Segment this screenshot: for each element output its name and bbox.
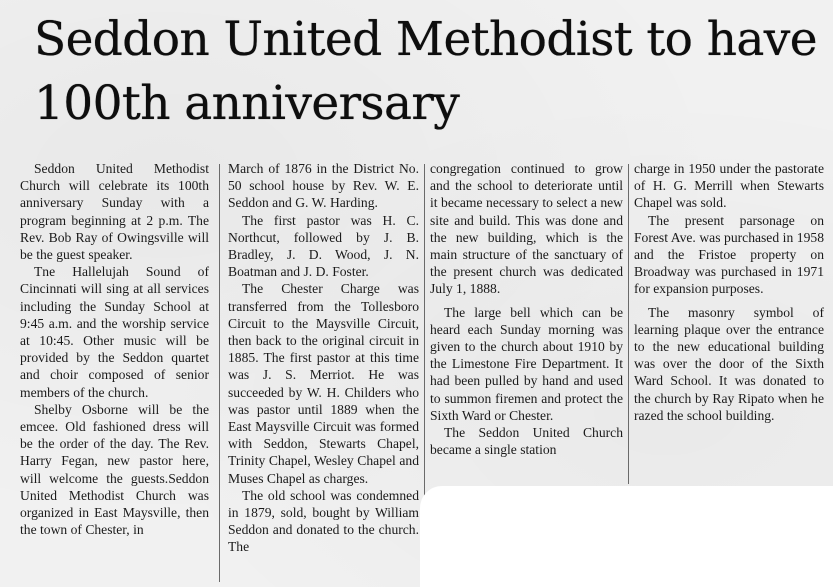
article-column-4: [634, 160, 824, 424]
paragraph: Seddon United Methodist Church will celebrate its 100th anniversary Sunday with a program beginning at 2 p.m. The Rev. Bob Ray of Owingsville will be the guest speaker.: [20, 161, 209, 263]
paragraph: The Chester Charge was transferred from the Tollesboro Circuit to the Maysville Circuit, then back to the original circuit in 1885. The first pastor at this time was J. S. Merriot. He was succeeded by W. H. Childers who was pastor until 1889 when the East Maysville Circuit was formed with Seddon, Stewarts Chapel, Trinity Chapel, Wesley Chapel and Muses Chapel as charges.: [228, 281, 419, 486]
paragraph: The present parsonage on Forest Ave. was purchased in 1958 and the Fristoe property on Broadway was purchased in 1971 for expansion purposes.: [634, 212, 824, 297]
headline: Seddon United Methodist to have 100th anniversary: [34, 12, 817, 131]
paragraph: Shelby Osborne will be the emcee. Old fashioned dress will be the order of the day. The Rev. Harry Fegan, new pastor here, will welcome the guests.Seddon United Methodist Church was organized in East Maysville, then the town of Chester, in: [20, 401, 209, 538]
column-divider: [628, 164, 629, 484]
paragraph: The Seddon United Church became a single station: [430, 425, 623, 458]
paragraph: The masonry symbol of learning plaque over the entrance to the new educational building was over the door of the Sixth Ward School. It was donated to the church by Ray Ripato when he razed the school building.: [634, 304, 824, 423]
torn-blank-area: [420, 486, 833, 587]
article-column-3: [430, 160, 623, 458]
paragraph: The old school was condemned in 1879, sold, bought by William Seddon and donated to the church. The: [228, 487, 419, 555]
article-column-1: [20, 160, 209, 538]
paragraph: charge in 1950 under the pastorate of H. G. Merrill when Stewarts Chapel was sold.: [634, 161, 824, 211]
paragraph: The first pastor was H. C. Northcut, followed by J. B. Bradley, J. D. Wood, J. N. Boatman and J. D. Foster.: [228, 212, 419, 280]
column-divider: [219, 164, 220, 582]
paragraph: congregation continued to grow and the school to deteriorate until it became necessary to select a new site and build. This was done and the new building, which is the main structure of the sanctuary of the present church was dedicated July 1, 1888.: [430, 161, 623, 297]
article-column-2: [228, 160, 419, 556]
paragraph: Tne Hallelujah Sound of Cincinnati will sing at all services including the Sunday School at 9:45 a.m. and the worship service at 10:45. Other music will be provided by the Seddon quartet and choir composed of senior members of the church.: [20, 264, 209, 400]
paragraph: March of 1876 in the District No. 50 school house by Rev. W. E. Seddon and G. W. Harding.: [228, 161, 419, 211]
paragraph: The large bell which can be heard each Sunday morning was given to the church about 1910 by the Limestone Fire Department. It had been pulled by hand and used to summon firemen and protect the Sixth Ward or Chester.: [430, 304, 623, 423]
